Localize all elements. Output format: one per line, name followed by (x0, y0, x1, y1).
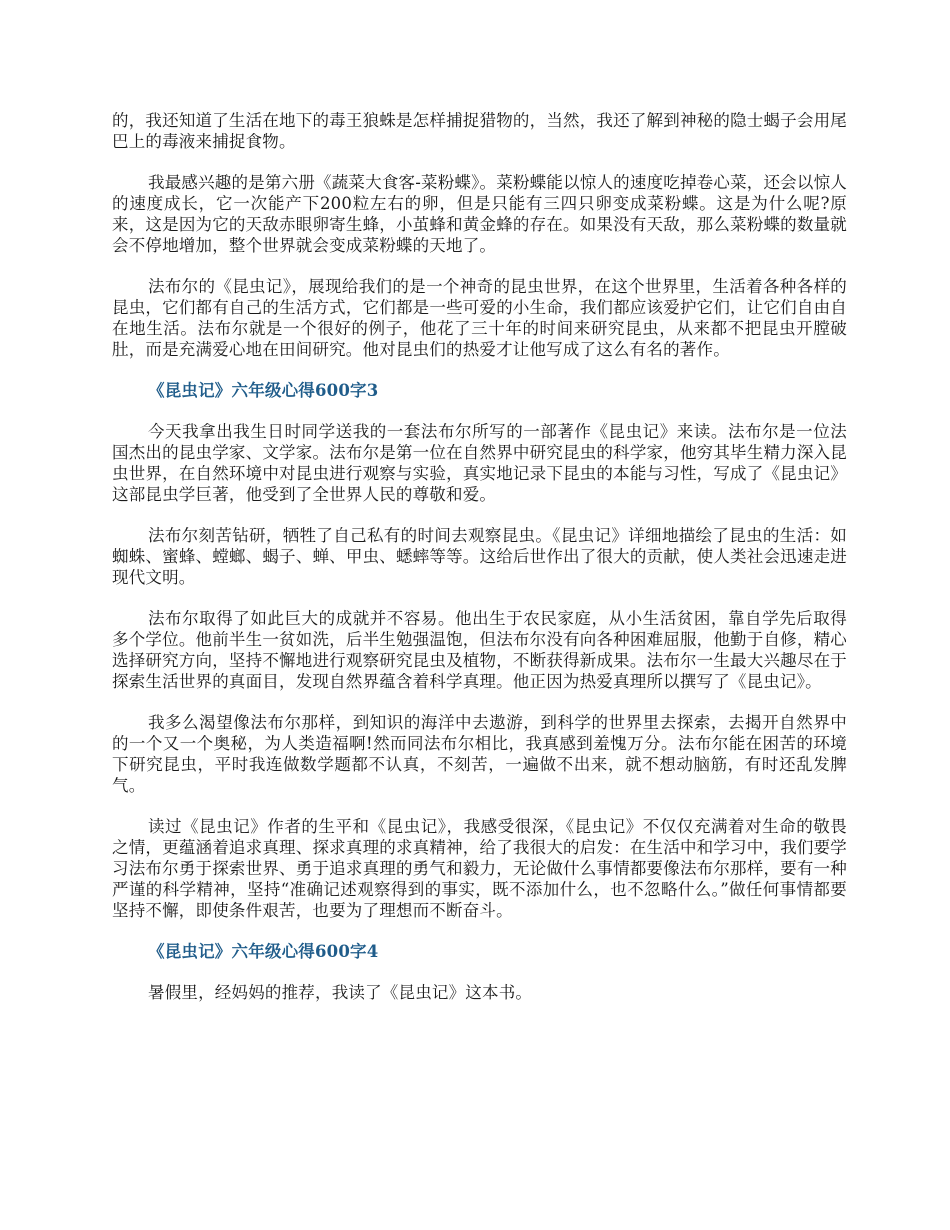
paragraph-hard-research: 法布尔刻苦钻研，牺牲了自己私有的时间去观察昆虫。《昆虫记》详细地描绘了昆虫的生活：如蜘蛛、蜜蜂、螳螂、蝎子、蝉、甲虫、蟋蟀等等。这给后世作出了很大的贡献，使人类社会迅速走进现代文明。 (112, 526, 847, 587)
paragraph-birthday-gift: 今天我拿出我生日时同学送我的一套法布尔所写的一部著作《昆虫记》来读。法布尔是一位法国杰出的昆虫学家、文学家。法布尔是第一位在自然界中研究昆虫的科学家，他穷其毕生精力深入昆虫世界，在自然环境中对昆虫进行观察与实验，真实地记录下昆虫的本能与习性，写成了《昆虫记》这部昆虫学巨著，他受到了全世界人民的尊敬和爱。 (112, 422, 847, 504)
paragraph-summer: 暑假里，经妈妈的推荐，我读了《昆虫记》这本书。 (148, 983, 533, 1002)
section-heading-4: 《昆虫记》六年级心得600字4 (148, 942, 379, 961)
paragraph-aspiration: 我多么渴望像法布尔那样，到知识的海洋中去遨游，到科学的世界里去探索，去揭开自然界中的一个又一个奥秘，为人类造福啊!然而同法布尔相比，我真感到羞愧万分。法布尔能在困苦的环境下研究昆虫，平时我连做数学题都不认真，不刻苦，一遍做不出来，就不想动脑筋，有时还乱发脾气。 (112, 713, 847, 795)
section-heading-3: 《昆虫记》六年级心得600字3 (148, 381, 379, 400)
paragraph-continued: 的，我还知道了生活在地下的毒王狼蛛是怎样捕捉猎物的，当然，我还了解到神秘的隐士蝎子会用尾巴上的毒液来捕捉食物。 (112, 111, 847, 151)
paragraph-achievement: 法布尔取得了如此巨大的成就并不容易。他出生于农民家庭，从小生活贫困，靠自学先后取得多个学位。他前半生一贫如洗，后半生勉强温饱，但法布尔没有向各种困难屈服，他勤于自修，精心选择研究方向，坚持不懈地进行观察研究昆虫及植物，不断获得新成果。法布尔一生最大兴趣尽在于探索生活世界的真面目，发现自然界蕴含着科学真理。他正因为热爱真理所以撰写了《昆虫记》。 (112, 609, 847, 691)
document-page (112, 110, 847, 1023)
paragraph-reflection: 读过《昆虫记》作者的生平和《昆虫记》，我感受很深，《昆虫记》不仅仅充满着对生命的敬畏之情，更蕴涵着追求真理、探求真理的求真精神，给了我很大的启发：在生活中和学习中，我们要学习法布尔勇于探索世界、勇于追求真理的勇气和毅力，无论做什么事情都要像法布尔那样，要有一种严谨的科学精神，坚持“准确记述观察得到的事实，既不添加什么，也不忽略什么。”做任何事情都要坚持不懈，即使条件艰苦，也要为了理想而不断奋斗。 (112, 817, 847, 920)
paragraph-cabbage-butterfly: 我最感兴趣的是第六册《蔬菜大食客-菜粉蝶》。菜粉蝶能以惊人的速度吃掉卷心菜，还会以惊人的速度成长，它一次能产下200粒左右的卵，但是只能有三四只卵变成菜粉蝶。这是为什么呢?原来，这是因为它的天敌赤眼卵寄生蜂，小茧蜂和黄金蜂的存在。如果没有天敌，那么菜粉蝶的数量就会不停地增加，整个世界就会变成菜粉蝶的天地了。 (112, 173, 847, 255)
paragraph-insect-world: 法布尔的《昆虫记》，展现给我们的是一个神奇的昆虫世界，在这个世界里，生活着各种各样的昆虫，它们都有自己的生活方式，它们都是一些可爱的小生命，我们都应该爱护它们，让它们自由自在地生活。法布尔就是一个很好的例子，他花了三十年的时间来研究昆虫，从来都不把昆虫开膛破肚，而是充满爱心地在田间研究。他对昆虫们的热爱才让他写成了这么有名的著作。 (112, 277, 847, 359)
